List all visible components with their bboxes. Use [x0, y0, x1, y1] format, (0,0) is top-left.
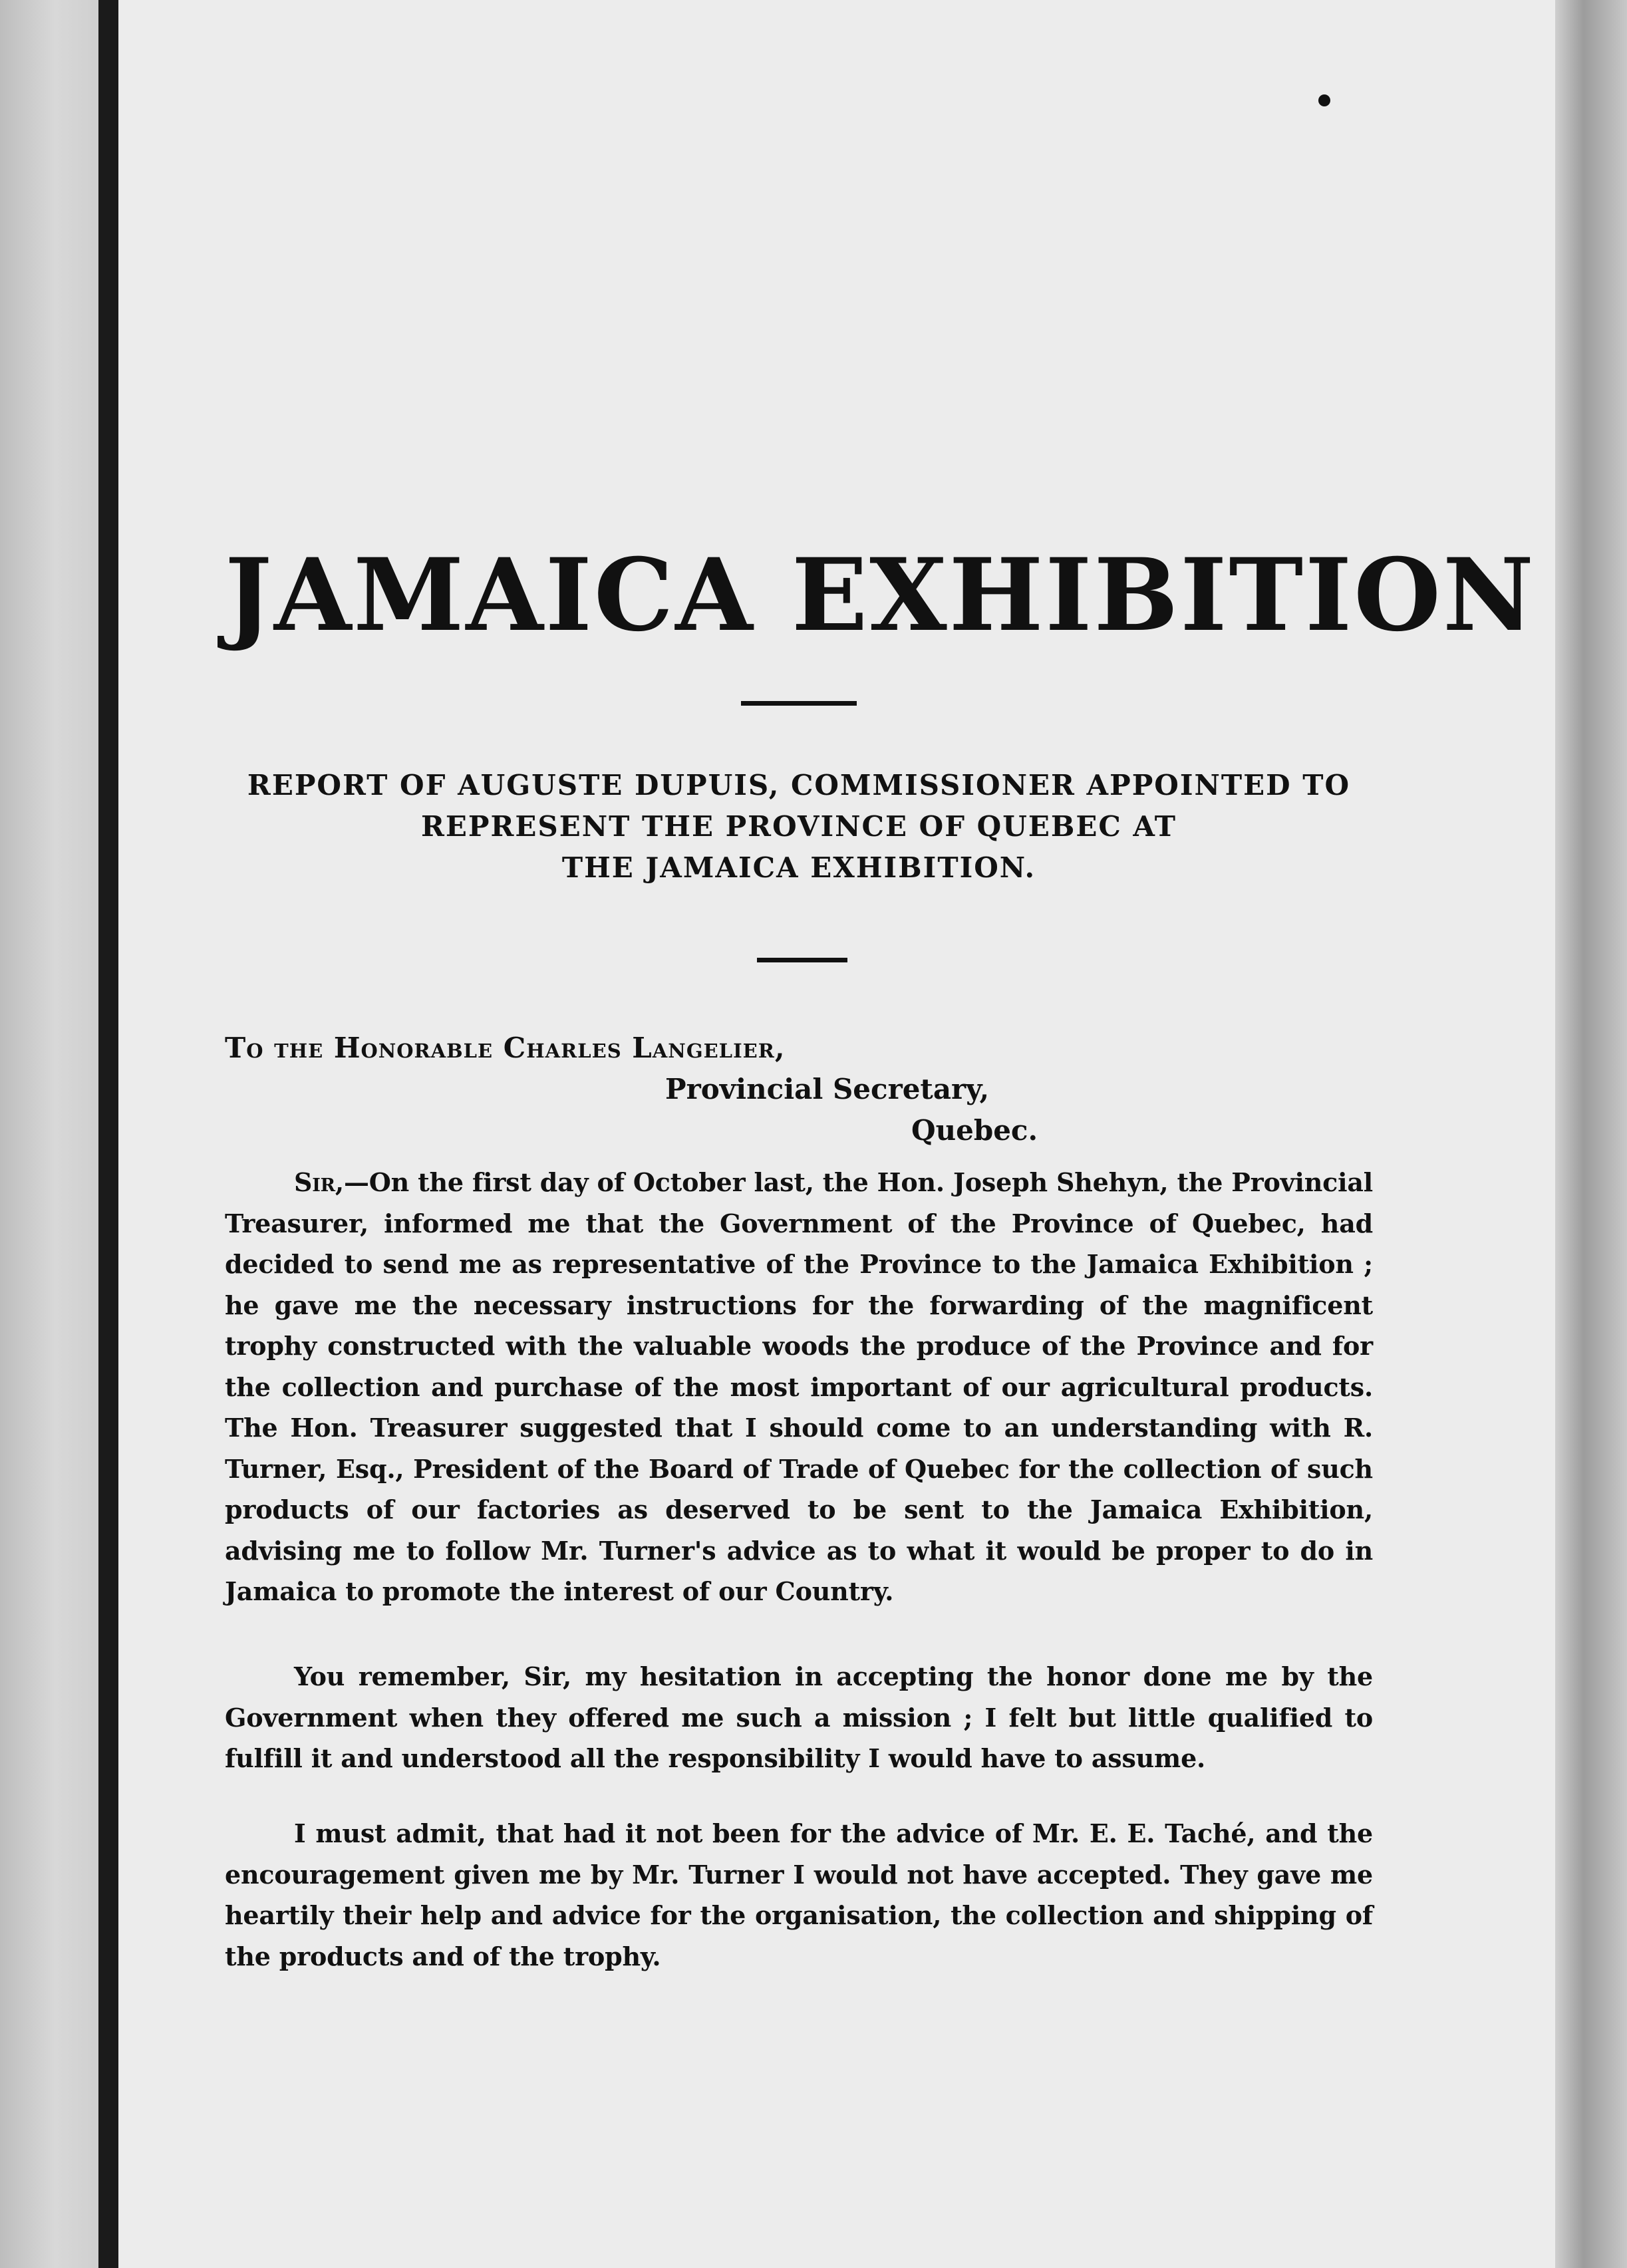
report-heading-line: REPORT OF AUGUSTE DUPUIS, COMMISSIONER APPOINTED TO — [247, 769, 1351, 801]
document-title: JAMAICA EXHIBITION — [225, 537, 1537, 654]
body-paragraph — [225, 1162, 1373, 1612]
heading-divider — [757, 958, 847, 962]
addressee-name: To the Honorable Charles Langelier, — [225, 1032, 786, 1064]
title-divider — [741, 701, 857, 706]
ink-speck — [1318, 94, 1330, 106]
binding-edge — [98, 0, 118, 2268]
addressee-title: Provincial Secretary, — [665, 1073, 990, 1105]
paragraph-text: —On the first day of October last, the Hon. Joseph Shehyn, the Provincial Treasurer, informed me that the Government of the Province of Quebec, had decided to send me as representative of the Province to the Jamaica Exhibition ; he gave me the necessary instructions for the forwarding of the magnificent trophy constructed with the valuable woods the produce of the Province and for the collection and purchase of the most important of our agricultural products. The Hon. Treasurer suggested that I should come to an understanding with R. Turner, Esq., President of the Board of Trade of Quebec for the collection of such products of our factories as deserved to be sent to the Jamaica Exhibition, advising me to follow Mr. Turner's advice as to what it would be proper to do in Jamaica to promote the interest of our Country. — [225, 1167, 1373, 1606]
paragraph-lead: Sir, — [294, 1167, 344, 1197]
addressee-place: Quebec. — [911, 1114, 1038, 1147]
report-heading — [225, 765, 1373, 889]
page-right-edge — [1555, 0, 1627, 2268]
body-paragraph: I must admit, that had it not been for the advice of Mr. E. E. Taché, and the encouragement given me by Mr. Turner I would not have accepted. They gave me heartily their help and advice for the organisation, the collection and shipping of the products and of the trophy. — [225, 1818, 1373, 1971]
salutation — [225, 1028, 1373, 1151]
report-heading-line: THE JAMAICA EXHIBITION. — [561, 851, 1036, 884]
binding-margin — [0, 0, 100, 2268]
report-heading-line: REPRESENT THE PROVINCE OF QUEBEC AT — [421, 810, 1177, 843]
body-paragraph: You remember, Sir, my hesitation in accepting the honor done me by the Government when they offered me such a mission ; I felt but little qualified to fulfill it and understood all the responsibility I would have to assume. — [225, 1661, 1373, 1773]
